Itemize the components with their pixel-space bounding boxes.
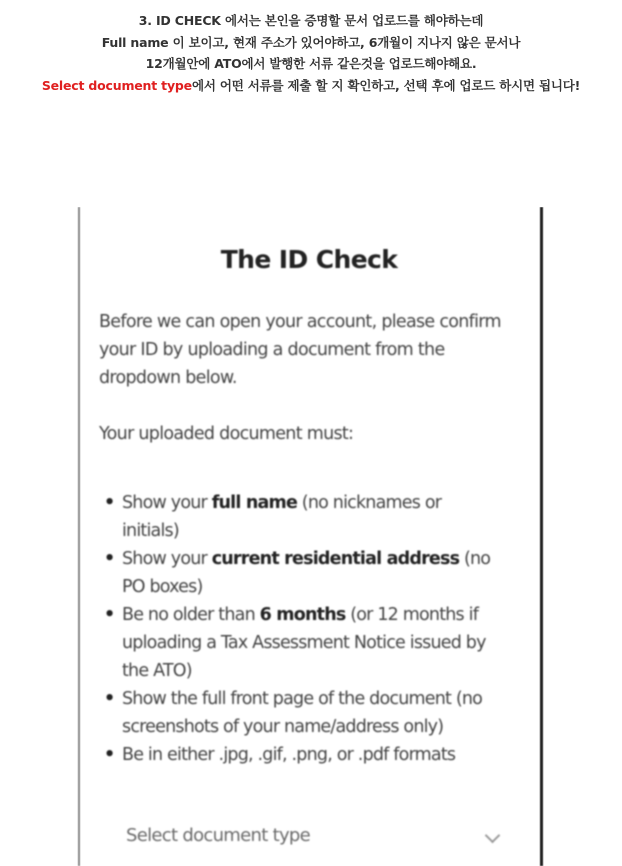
caption-line-4-rest: 에서 어떤 서류를 제출 할 지 확인하고, 선택 후에 업로드 하시면 됩니다! [191, 77, 581, 93]
requirement-item: • Show your full name (no nicknames or initials) [100, 489, 500, 545]
phone-screenshot [76, 207, 546, 866]
caption-line-2: Full name 이 보이고, 현재 주소가 있어야하고, 6개월이 지나지 않은 문서나 [101, 34, 521, 50]
document-type-placeholder: Select document type [126, 825, 311, 846]
id-check-intro: Before we can open your account, please confirm your ID by uploading a document from the dropdown below. [99, 312, 501, 388]
requirement-item: • Be no older than 6 months (or 12 months if uploading a Tax Assessment Notice issued by the ATO) [100, 601, 500, 685]
caption-line-1: 3. ID CHECK 에서는 본인을 증명할 문서 업로드를 해야하는데 [138, 13, 484, 28]
requirement-item: • Be in either .jpg, .gif, .png, or .pdf formats [100, 741, 500, 769]
requirement-item: • Show the full front page of the document (no screenshots of your name/address only) [100, 685, 500, 741]
document-type-select[interactable] [126, 824, 498, 854]
caption-line-4 [34, 75, 588, 97]
id-check-panel [76, 207, 546, 866]
requirements-heading: Your uploaded document must: [99, 424, 354, 444]
requirement-item: • Show your current residential address (no PO boxes) [100, 545, 500, 601]
id-check-title: The ID Check [220, 245, 398, 274]
caption-highlight: Select document type [41, 77, 192, 93]
chevron-down-icon [485, 828, 501, 844]
requirements-list [100, 489, 500, 769]
caption-line-3: 12개월안에 ATO에서 발행한 서류 같은것을 업로드해야해요. [145, 56, 477, 71]
caption [34, 10, 588, 96]
